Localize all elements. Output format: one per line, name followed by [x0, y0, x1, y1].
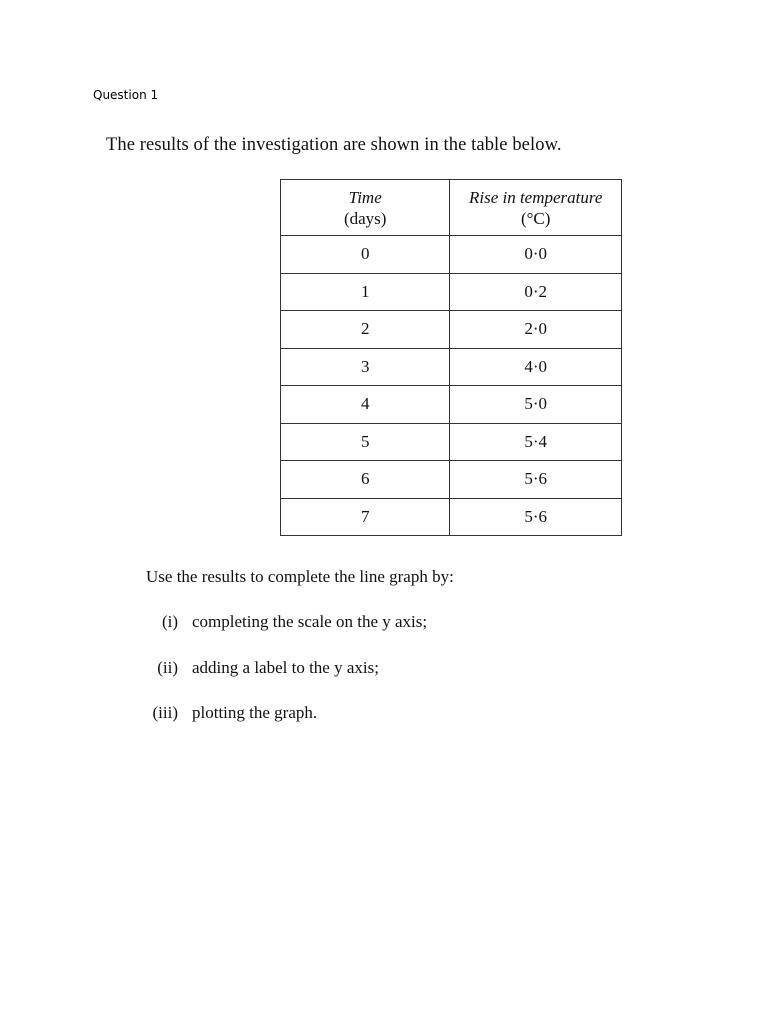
table-row	[281, 461, 622, 499]
time-cell: 2	[281, 311, 450, 349]
time-cell: 3	[281, 348, 450, 386]
rise-cell: 0·2	[450, 273, 622, 311]
table-row	[281, 311, 622, 349]
rise-cell: 0·0	[450, 236, 622, 274]
time-cell: 4	[281, 386, 450, 424]
part-ii	[136, 658, 656, 680]
header-time	[281, 180, 450, 236]
rise-cell: 5·0	[450, 386, 622, 424]
part-number: (ii)	[157, 658, 178, 677]
part-iii	[136, 703, 656, 725]
table-row	[281, 386, 622, 424]
part-number: (iii)	[152, 703, 178, 722]
part-i	[136, 612, 656, 634]
time-cell: 1	[281, 273, 450, 311]
time-cell: 0	[281, 236, 450, 274]
table-row	[281, 348, 622, 386]
rise-cell: 2·0	[450, 311, 622, 349]
part-text: completing the scale on the y axis;	[192, 612, 428, 631]
time-cell: 6	[281, 461, 450, 499]
part-number: (i)	[161, 612, 178, 631]
table-row	[281, 236, 622, 274]
question-label: Question 1	[93, 88, 159, 102]
instruction-text: Use the results to complete the line graph by:	[146, 567, 454, 586]
time-cell: 5	[281, 423, 450, 461]
table-row	[281, 273, 622, 311]
header-rise-unit: (°C)	[520, 208, 551, 228]
intro-text: The results of the investigation are shown in the table below.	[106, 135, 562, 155]
header-time-unit: (days)	[343, 208, 387, 228]
header-rise	[450, 180, 622, 236]
table-row	[281, 423, 622, 461]
header-time-title: Time	[348, 187, 382, 207]
rise-cell: 4·0	[450, 348, 622, 386]
results-table	[280, 179, 622, 536]
rise-cell: 5·6	[450, 461, 622, 499]
part-text: adding a label to the y axis;	[192, 658, 379, 677]
table-row	[281, 498, 622, 536]
table-header-row	[281, 180, 622, 236]
time-cell: 7	[281, 498, 450, 536]
part-text: plotting the graph.	[192, 703, 318, 722]
rise-cell: 5·4	[450, 423, 622, 461]
header-rise-title: Rise in temperature	[468, 187, 603, 207]
rise-cell: 5·6	[450, 498, 622, 536]
